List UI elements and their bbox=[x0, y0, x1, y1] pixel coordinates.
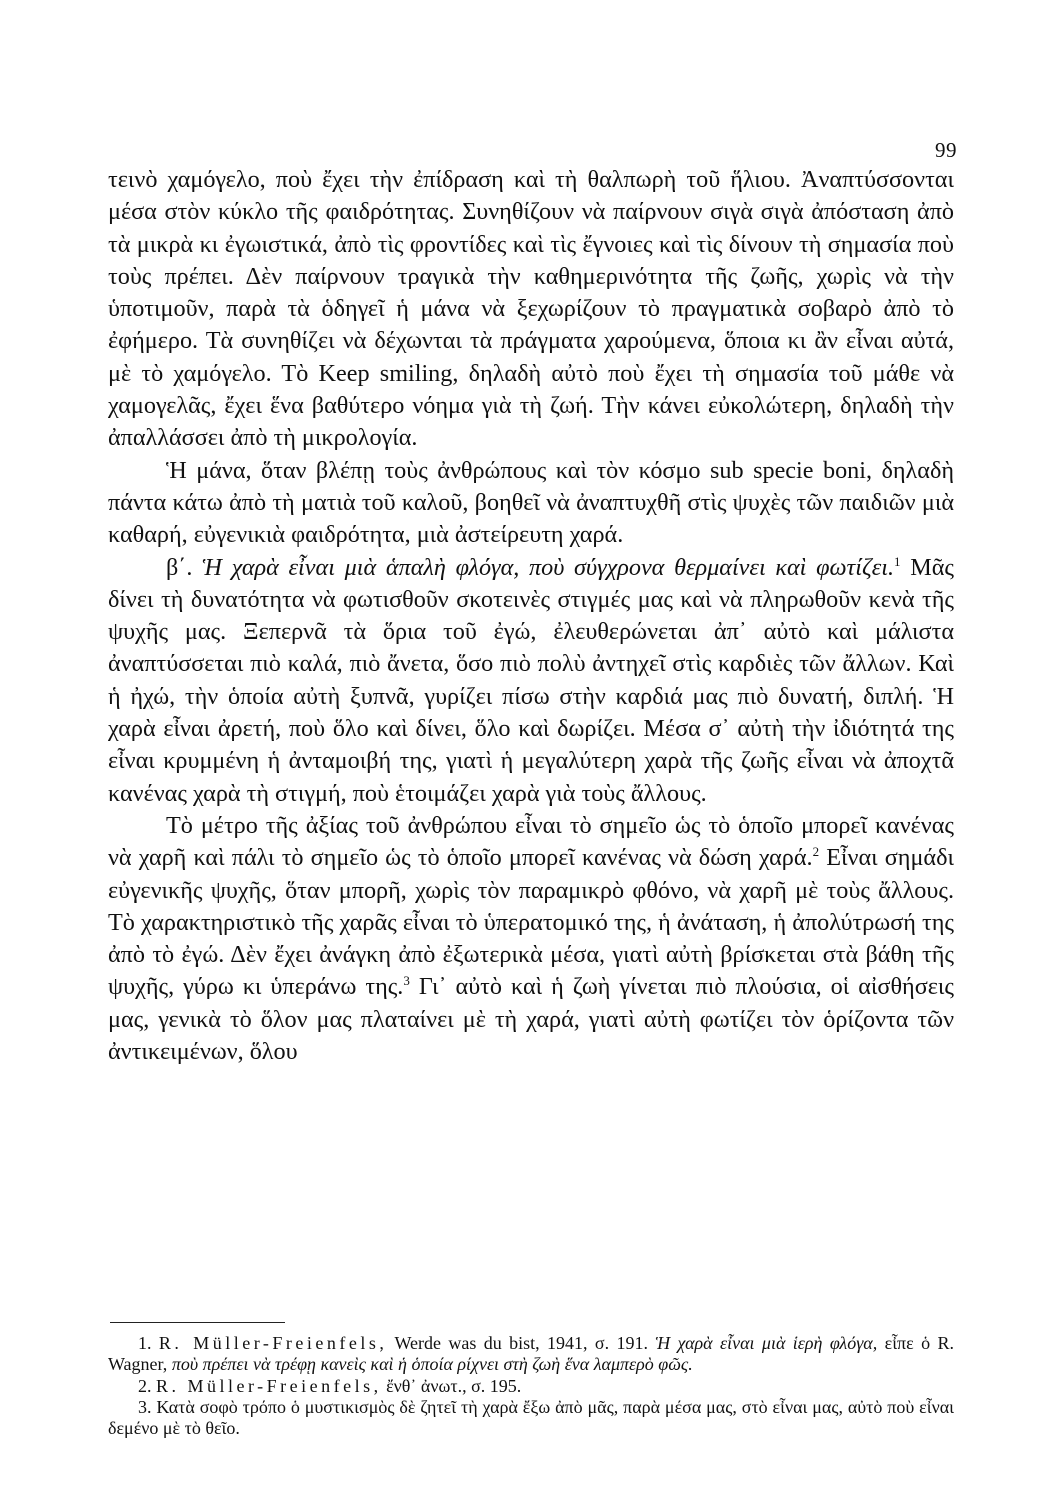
paragraph-4-text-c: Γι᾽ αὐτὸ καὶ ἡ ζωὴ γίνεται πιὸ πλούσια, οἱ αἰσθήσεις μας, γενικὰ τὸ ὅλον μας πλαταίνει μὲ τὴ χαρά, γιατὶ αὐτὴ φωτίζει τὸν ὁρίζοντα τῶν ἀντικειμένων, ὅλου bbox=[108, 973, 954, 1066]
paragraph-4-text-a: Τὸ μέτρο τῆς ἀξίας τοῦ ἀνθρώπου εἶναι τὸ σημεῖο ὡς τὸ ὁποῖο μπορεῖ κανένας νὰ χαρῆ καὶ πάλι τὸ σημεῖο ὡς τὸ ὁποῖο μπορεῖ κανένας νὰ δώση χαρά. bbox=[108, 811, 954, 872]
footnote-1-quote: Ἡ χαρὰ εἶναι μιὰ ἱερὴ φλόγα, bbox=[655, 1333, 878, 1353]
paragraph-3 bbox=[108, 552, 954, 810]
footnote-ref-2[interactable]: 2 bbox=[812, 844, 820, 860]
footnote-1-quote-2: ποὺ πρέπει νὰ τρέφῃ κανεὶς καὶ ἡ ὁποία ρίχνει στὴ ζωὴ ἕνα λαμπερὸ φῶς. bbox=[171, 1354, 693, 1375]
footnote-1-author: R. Müller-Freienfels, bbox=[158, 1333, 388, 1353]
footnote-1-title: Werde was du bist, 1941, σ. 191. bbox=[394, 1333, 648, 1353]
footnote-2 bbox=[108, 1376, 954, 1397]
footnotes bbox=[108, 1333, 954, 1439]
footnote-3 bbox=[108, 1397, 954, 1440]
footnote-divider bbox=[110, 1322, 285, 1323]
footnote-2-rest: ἔνθ᾽ ἀνωτ., σ. 195. bbox=[386, 1375, 522, 1396]
section-number: β΄. bbox=[166, 553, 193, 581]
main-text bbox=[108, 164, 954, 1068]
footnote-3-text: Κατὰ σοφὸ τρόπο ὁ μυστικισμὸς δὲ ζητεῖ τὴ χαρὰ ἔξω ἀπὸ μᾶς, παρὰ μέσα μας, στὸ εἶναι μας, αὐτὸ ποὺ εἶναι δεμένο μὲ τὸ θεῖο. bbox=[108, 1396, 954, 1439]
paragraph-1: τεινὸ χαμόγελο, ποὺ ἔχει τὴν ἐπίδραση καὶ τὴ θαλπωρὴ τοῦ ἥλιου. Ἀναπτύσσονται μέσα στὸν κύκλο τῆς φαιδρότητας. Συνηθίζουν νὰ παίρνουν σιγὰ σιγὰ ἀπόσταση ἀπὸ τὰ μικρὰ κι ἐγωιστικά, ἀπὸ τὶς φροντίδες καὶ τὶς ἔγνοιες καὶ τὶς δίνουν τὴ σημασία ποὺ τοὺς πρέπει. Δὲν παίρνουν τραγικὰ τὴν καθημερινότητα τῆς ζωῆς, χωρὶς νὰ τὴν ὑποτιμοῦν, παρὰ τὰ ὁδηγεῖ ἡ μάνα νὰ ξεχωρίζουν τὸ πραγματικὰ σοβαρὸ ἀπὸ τὸ ἐφήμερο. Τὰ συνηθίζει νὰ δέχωνται τὰ πράγματα χαρούμενα, ὅποια κι ἂν εἶναι αὐτά, μὲ τὸ χαμόγελο. Τὸ Keep smiling, δηλαδὴ αὐτὸ ποὺ ἔχει τὴ σημασία τοῦ μάθε νὰ χαμογελᾶς, ἔχει ἕνα βαθύτερο νόημα γιὰ τὴ ζωή. Τὴν κάνει εὐκολώτερη, δηλαδὴ τὴν ἀπαλλάσσει ἀπὸ τὴ μικρολογία. bbox=[108, 166, 954, 452]
paragraph-4-text-b: Εἶναι σημάδι εὐγενικῆς ψυχῆς, ὅταν μπορῆ, χωρὶς τὸν παραμικρὸ φθόνο, νὰ χαρῆ μὲ τοὺς ἄλλους. Τὸ χαρακτηριστικὸ τῆς χαρᾶς εἶναι τὸ ὑπερατομικό της, ἡ ἀνάταση, ἡ ἀπολύτρωσή της ἀπὸ τὸ ἐγώ. Δὲν ἔχει ἀνάγκη ἀπὸ ἐξωτερικὰ μέσα, γιατὶ αὐτὴ βρίσκεται στὰ βάθη τῆς ψυχῆς, γύρω κι ὑπεράνω της. bbox=[108, 844, 954, 1001]
footnote-3-number: 3. bbox=[138, 1396, 152, 1417]
footnote-2-author: R. Müller-Freienfels, bbox=[156, 1375, 382, 1396]
section-lead-title: Ἡ χαρὰ εἶναι μιὰ ἁπαλὴ φλόγα, ποὺ σύγχρονα θερμαίνει καὶ φωτίζει. bbox=[202, 553, 895, 581]
footnote-ref-1[interactable]: 1 bbox=[894, 553, 901, 569]
footnote-ref-3[interactable]: 3 bbox=[403, 973, 410, 989]
footnote-2-number: 2. bbox=[138, 1375, 152, 1396]
paragraph-4 bbox=[108, 810, 954, 1068]
paragraph-2: Ἡ μάνα, ὅταν βλέπῃ τοὺς ἀνθρώπους καὶ τὸν κόσμο sub specie boni, δηλαδὴ πάντα κάτω ἀπὸ τὴ ματιὰ τοῦ καλοῦ, βοηθεῖ νὰ ἀναπτυχθῆ στὶς ψυχὲς τῶν παιδιῶν μιὰ καθαρή, εὐγενικιὰ φαιδρότητα, μιὰ ἀστείρευτη χαρά. bbox=[108, 456, 954, 549]
footnote-1-number: 1. bbox=[138, 1333, 152, 1353]
footnote-1-said: εἶπε ὁ R. Wagner, bbox=[108, 1333, 954, 1375]
footnote-1 bbox=[108, 1333, 954, 1376]
page-number: 99 bbox=[935, 138, 957, 162]
paragraph-3-text: Μᾶς δίνει τὴ δυνατότητα νὰ φωτισθοῦν σκοτεινὲς στιγμές μας καὶ νὰ πληρωθοῦν κενὰ τῆς ψυχῆς μας. Ξεπερνᾶ τὰ ὅρια τοῦ ἐγώ, ἐλευθερώνεται ἀπ᾽ αὐτὸ καὶ μάλιστα ἀναπτύσσεται πιὸ καλά, πιὸ ἄνετα, ὅσο πιὸ πολὺ ἀντηχεῖ στὶς καρδιὲς τῶν ἄλλων. Καὶ ἡ ἠχώ, τὴν ὁποία αὐτὴ ξυπνᾶ, γυρίζει πίσω στὴν καρδιά μας πιὸ δυνατή, διπλή. Ἡ χαρὰ εἶναι ἀρετή, ποὺ ὅλο καὶ δίνει, ὅλο καὶ δωρίζει. Μέσα σ᾽ αὐτὴ τὴν ἰδιότητά της εἶναι κρυμμένη ἡ ἀνταμοιβή της, γιατὶ ἡ μεγαλύτερη χαρὰ τῆς ζωῆς εἶναι νὰ ἀποχτᾶ κανένας χαρὰ τὴ στιγμή, ποὺ ἑτοιμάζει χαρὰ γιὰ τοὺς ἄλλους. bbox=[108, 553, 955, 807]
